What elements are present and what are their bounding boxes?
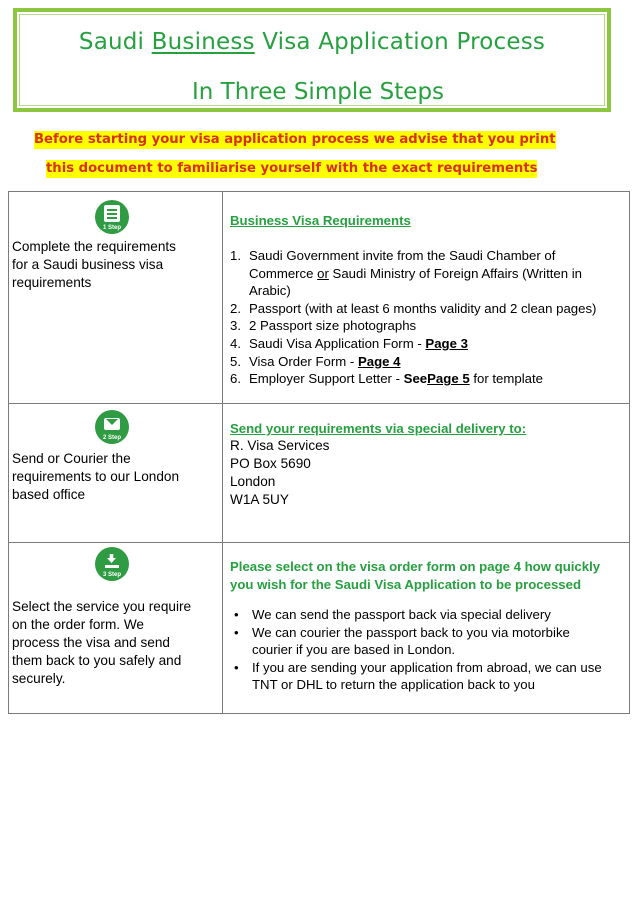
list-item: 3. 2 Passport size photographs (230, 318, 417, 334)
delivery-heading: Send your requirements via special delivery to: (230, 421, 527, 436)
delivery-address: R. Visa Services PO Box 5690 London W1A 5UY (230, 438, 330, 507)
page-5-link[interactable]: Page 5 (427, 371, 470, 387)
list-item: • If you are sending your application from abroad, we can use TNT or DHL to return the application back to you (230, 659, 625, 694)
page-subtitle: In Three Simple Steps (191, 79, 445, 105)
title-box (13, 8, 611, 112)
list-item: 5. Visa Order Form - Page 4 (230, 353, 401, 369)
step-3-description: Select the service you require on the order form. We process the visa and send them back to you safely and securely. (12, 599, 192, 686)
step-row-1 (9, 192, 630, 404)
title-underlined-word: Business (151, 29, 255, 55)
page-4-link[interactable]: Page 4 (357, 353, 401, 369)
page-title: Saudi Business Visa Application Process (78, 29, 546, 55)
service-heading: Please select on the visa order form on page 4 how quickly you wish for the Saudi Visa Application to be processed (230, 559, 601, 592)
step-row-3 (9, 543, 630, 714)
advice-line-1: Before starting your visa application process we advise that you print (34, 132, 556, 147)
checklist-icon: 1 Step (95, 200, 129, 234)
step-row-2 (9, 404, 630, 543)
advice-line-2: this document to familiarise yourself with the exact requirements (46, 161, 538, 176)
list-item: 1. Saudi Government invite from the Saudi Chamber of Commerce or Saudi Ministry of Foreign Affairs (Written in Arabic) (230, 248, 582, 299)
requirements-list (230, 247, 620, 388)
steps-table (8, 191, 630, 714)
list-item: 2. Passport (with at least 6 months validity and 2 clean pages) (230, 300, 597, 316)
step-2-description: Send or Courier the requirements to our London based office (12, 451, 180, 502)
step-3-cell (9, 543, 223, 714)
step-2-cell (9, 404, 223, 543)
list-item: • We can send the passport back via special delivery (230, 606, 625, 624)
list-item: 6. Employer Support Letter - SeePage 5 for template (230, 371, 543, 387)
page-3-link[interactable]: Page 3 (425, 335, 468, 351)
list-item: • We can courier the passport back to you via motorbike courier if you are based in London. (230, 624, 625, 659)
list-item: 4. Saudi Visa Application Form - Page 3 (230, 335, 468, 351)
requirements-heading: Business Visa Requirements (230, 213, 411, 228)
step-2-details (223, 404, 630, 543)
step-1-description: Complete the requirements for a Saudi business visa requirements (12, 239, 176, 290)
step-1-cell (9, 192, 223, 404)
step-1-details (223, 192, 630, 404)
step-3-details (223, 543, 630, 714)
service-options-list (230, 606, 625, 694)
download-icon: 3 Step (95, 547, 129, 581)
envelope-icon: 2 Step (95, 410, 129, 444)
